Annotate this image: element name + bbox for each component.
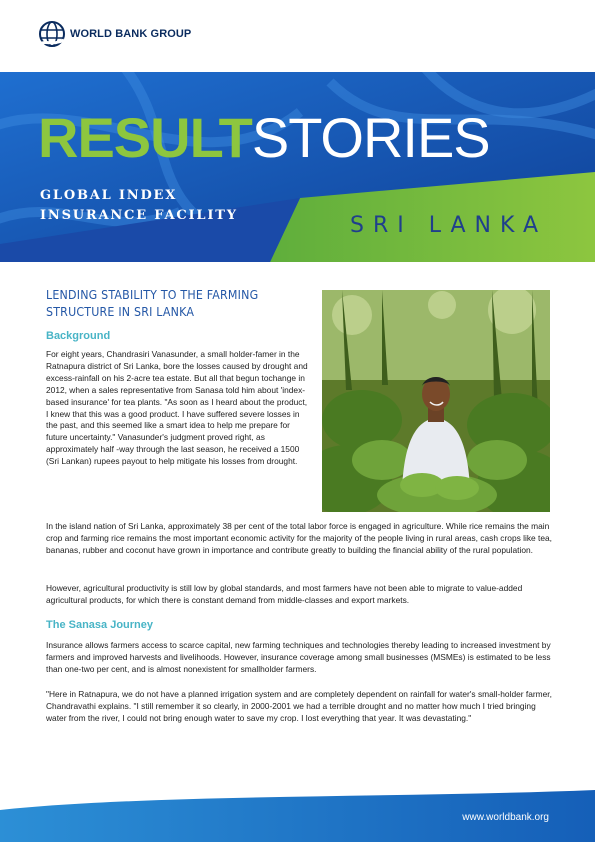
headline-line1: LENDING STABILITY TO THE FARMING [46, 288, 259, 302]
farmer-photo-image [322, 290, 550, 512]
logo-text: WORLD BANK GROUP [70, 28, 192, 40]
program-name [40, 186, 238, 226]
section-heading-background: Background [46, 330, 111, 342]
section-heading-sanasa-journey: The Sanasa Journey [46, 619, 153, 631]
headline-line2: STRUCTURE IN SRI LANKA [46, 305, 195, 319]
program-name-line1: GLOBAL INDEX [40, 188, 178, 203]
country-label: SRI LANKA [350, 213, 548, 238]
title-stories: STORIES [251, 106, 490, 169]
world-bank-logo [38, 20, 191, 48]
paragraph-agriculture: In the island nation of Sri Lanka, approximately 38 per cent of the total labor force is engaged in agriculture. While rice remains the main crop and farming rice remains the most important economic activity for the majority of the people living in rural areas, cash crops like tea, bananas, rubber and coconut have grown in importance and contribute greatly to building the financial ability of the rural population. [46, 521, 552, 555]
article-headline [46, 287, 296, 321]
footer-band [0, 790, 595, 842]
website-link[interactable]: www.worldbank.org [462, 812, 549, 823]
paragraph-quote: "Here in Ratnapura, we do not have a planned irrigation system and are completely dependent on rainfall for water's small-holder farmer, Chandravathi explains. "I still remember it so clearly, in 2000-2001 we had a terrible drought and no matter how much I tried bringing water from the river, I could not bring enough water to save my crop. I lost everything that year. It was devastating." [46, 689, 552, 723]
intro-paragraph: For eight years, Chandrasiri Vanasunder, a small holder-famer in the Ratnapura district of Sri Lanka, bore the losses caused by drought and excess-rainfall on his 2-acre tea estate. But all that begun tochange in 2012, when a sales representative from Sanasa told him about 'index-based insurance' for tea plants. "As soon as I heard about the product, I knew that this was a good product. I have suffered severe losses in the past, and this seemed like a smart idea to help me prepare for future uncertainty." Vanasunder's judgment proved right, as approximately half -way through the last season, he received a 1500 (Sri Lankan) rupees payout to help mitigate his losses from drought. [46, 349, 308, 467]
page-title [38, 108, 490, 168]
paragraph-insurance: Insurance allows farmers access to scarce capital, new farming techniques and technologies thereby leading to increased investment by farmers and improved harvests and livelihoods. However, insurance coverage among small businesses (MSMEs) is estimated to be less than one-two per cent, and is almost nonexistent for smallholder farmers. [46, 640, 551, 674]
globe-icon [38, 20, 66, 48]
title-result: RESULT [38, 106, 252, 169]
paragraph-productivity: However, agricultural productivity is still low by global standards, and most farmers have not been able to migrate to value-added agricultural products, for which there is constant demand from middle-classes and export markets. [46, 583, 523, 605]
program-name-line2: INSURANCE FACILITY [40, 208, 238, 223]
farmer-photo [322, 290, 550, 512]
